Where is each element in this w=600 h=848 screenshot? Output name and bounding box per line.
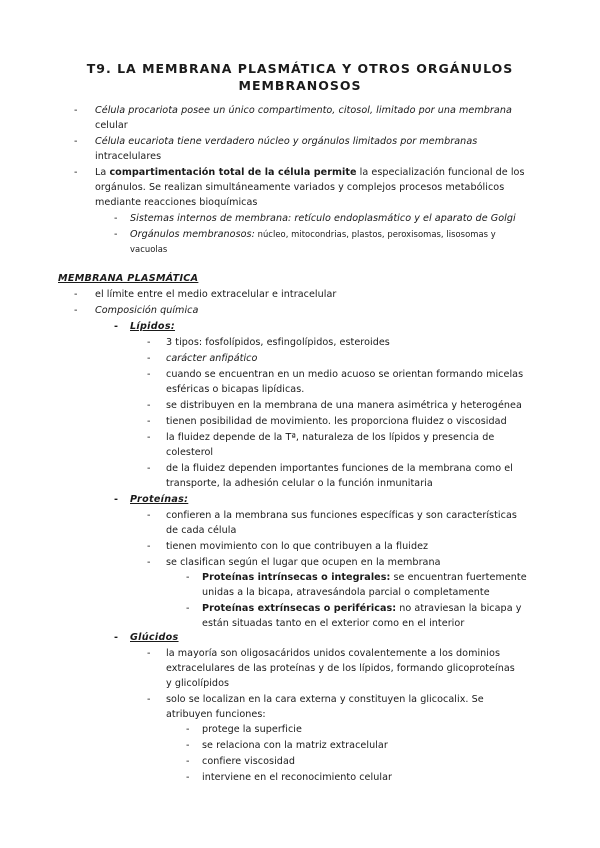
bullet-dash: - xyxy=(74,305,78,316)
section-heading: MEMBRANA PLASMÁTICA xyxy=(58,273,199,284)
lipids-item-4: se distribuyen en la membrana de una manera asimétrica y heterogénea xyxy=(166,400,522,411)
lipids-item-3-line-2: esféricas o bicapas lipídicas. xyxy=(166,384,305,395)
bullet-dash: - xyxy=(114,213,118,224)
bullet-dash: - xyxy=(147,337,151,348)
proteins-subitem-2-line-2: están situadas tanto en el exterior como en el interior xyxy=(202,618,465,629)
intro-subitem-1: Sistemas internos de membrana: retículo endoplasmático y el aparato de Golgi xyxy=(130,213,516,224)
bullet-dash: - xyxy=(186,724,190,735)
glucids-subitem-1: protege la superficie xyxy=(202,724,302,735)
bullet-dash: - xyxy=(74,167,78,178)
lipids-item-7-line-2: transporte, la adhesión celular o la función inmunitaria xyxy=(166,478,433,489)
page-title: T9. LA MEMBRANA PLASMÁTICA Y OTROS ORGÁNULOS xyxy=(86,61,514,76)
glucids-item-1-line-3: y glicolípidos xyxy=(166,678,230,689)
bullet-dash: - xyxy=(186,740,190,751)
proteins-subitem-1-line-1: Proteínas intrínsecas o integrales: se encuentran fuertemente xyxy=(202,572,527,583)
bullet-dash: - xyxy=(147,432,151,443)
bullet-dash: - xyxy=(186,572,190,583)
proteins-item-3: se clasifican según el lugar que ocupen en la membrana xyxy=(166,557,441,568)
bold-phrase: compartimentación total de la célula permite xyxy=(109,167,357,178)
glucids-subitem-2: se relaciona con la matriz extracelular xyxy=(202,740,388,751)
bullet-dash: - xyxy=(186,772,190,783)
proteins-subitem-2-line-1: Proteínas extrínsecas o periféricas: no atraviesan la bicapa y xyxy=(202,603,522,614)
proteins-item-1-line-1: confieren a la membrana sus funciones específicas y son características xyxy=(166,510,517,521)
glucids-subitem-4: interviene en el reconocimiento celular xyxy=(202,772,392,783)
bullet-dash: - xyxy=(186,603,190,614)
bullet-dash: - xyxy=(147,510,151,521)
intro-item-1-line-1: Célula procariota posee un único compartimento, citosol, limitado por una membrana xyxy=(95,105,512,116)
intro-subitem-2-line-1: Orgánulos membranosos: núcleo, mitocondrias, plastos, peroxisomas, lisosomas y xyxy=(130,229,496,240)
proteins-subitem-1-line-2: unidas a la bicapa, atravesándola parcial o completamente xyxy=(202,587,490,598)
intro-item-3-line-2: orgánulos. Se realizan simultáneamente variados y complejos procesos metabólicos xyxy=(95,182,505,193)
lipids-heading: Lípidos: xyxy=(130,321,175,332)
bullet-dash: - xyxy=(147,369,151,380)
glucids-item-1-line-1: la mayoría son oligosacáridos unidos covalentemente a los dominios xyxy=(166,648,500,659)
bullet-dash: - xyxy=(147,400,151,411)
glucids-item-2-line-1: solo se localizan en la cara externa y constituyen la glicocalix. Se xyxy=(166,694,484,705)
proteins-item-2: tienen movimiento con lo que contribuyen a la fluidez xyxy=(166,541,429,552)
bullet-dash: - xyxy=(147,416,151,427)
lipids-item-6-line-2: colesterol xyxy=(166,447,214,458)
intro-subitem-2-line-2: vacuolas xyxy=(130,244,168,254)
intro-item-1-line-2: celular xyxy=(95,120,128,131)
glucids-subitem-3: confiere viscosidad xyxy=(202,756,296,767)
bullet-dash: - xyxy=(147,648,151,659)
bullet-dash: - xyxy=(147,541,151,552)
bullet-dash: - xyxy=(186,756,190,767)
lipids-item-1: 3 tipos: fosfolípidos, esfingolípidos, esteroides xyxy=(166,337,390,348)
glucids-item-1-line-2: extracelulares de las proteínas y de los lípidos, formando glicoproteínas xyxy=(166,663,515,674)
proteins-heading: Proteínas: xyxy=(130,494,189,505)
section-item-2: Composición química xyxy=(95,305,199,316)
intro-item-3-line-1: La compartimentación total de la célula permite la especialización funcional de los xyxy=(95,167,525,178)
bullet-dash: - xyxy=(74,289,78,300)
proteins-bullet: - xyxy=(114,494,119,505)
bullet-dash: - xyxy=(147,557,151,568)
glucids-bullet: - xyxy=(114,632,119,643)
lipids-item-2: carácter anfipático xyxy=(166,353,258,364)
intro-item-2-line-1: Célula eucariota tiene verdadero núcleo y orgánulos limitados por membranas xyxy=(95,136,478,147)
lipids-item-5: tienen posibilidad de movimiento. les proporciona fluidez o viscosidad xyxy=(166,416,507,427)
intro-item-2-line-2: intracelulares xyxy=(95,151,162,162)
bullet-dash: - xyxy=(74,136,78,147)
lipids-item-3-line-1: cuando se encuentran en un medio acuoso se orientan formando micelas xyxy=(166,369,524,380)
bullet-dash: - xyxy=(74,105,78,116)
section-item-1: el límite entre el medio extracelular e intracelular xyxy=(95,289,337,300)
bullet-dash: - xyxy=(147,694,151,705)
lipids-bullet: - xyxy=(114,321,119,332)
lipids-item-6-line-1: la fluidez depende de la Tª, naturaleza de los lípidos y presencia de xyxy=(166,432,495,443)
lipids-item-7-line-1: de la fluidez dependen importantes funciones de la membrana como el xyxy=(166,463,513,474)
page-title-line-2: MEMBRANOSOS xyxy=(238,78,362,93)
glucids-item-2-line-2: atribuyen funciones: xyxy=(166,709,266,720)
glucids-heading: Glúcidos xyxy=(130,632,179,643)
intro-item-3-line-3: mediante reacciones bioquímicas xyxy=(95,197,258,208)
proteins-item-1-line-2: de cada célula xyxy=(166,525,237,536)
bullet-dash: - xyxy=(114,229,118,240)
bullet-dash: - xyxy=(147,463,151,474)
bullet-dash: - xyxy=(147,353,151,364)
